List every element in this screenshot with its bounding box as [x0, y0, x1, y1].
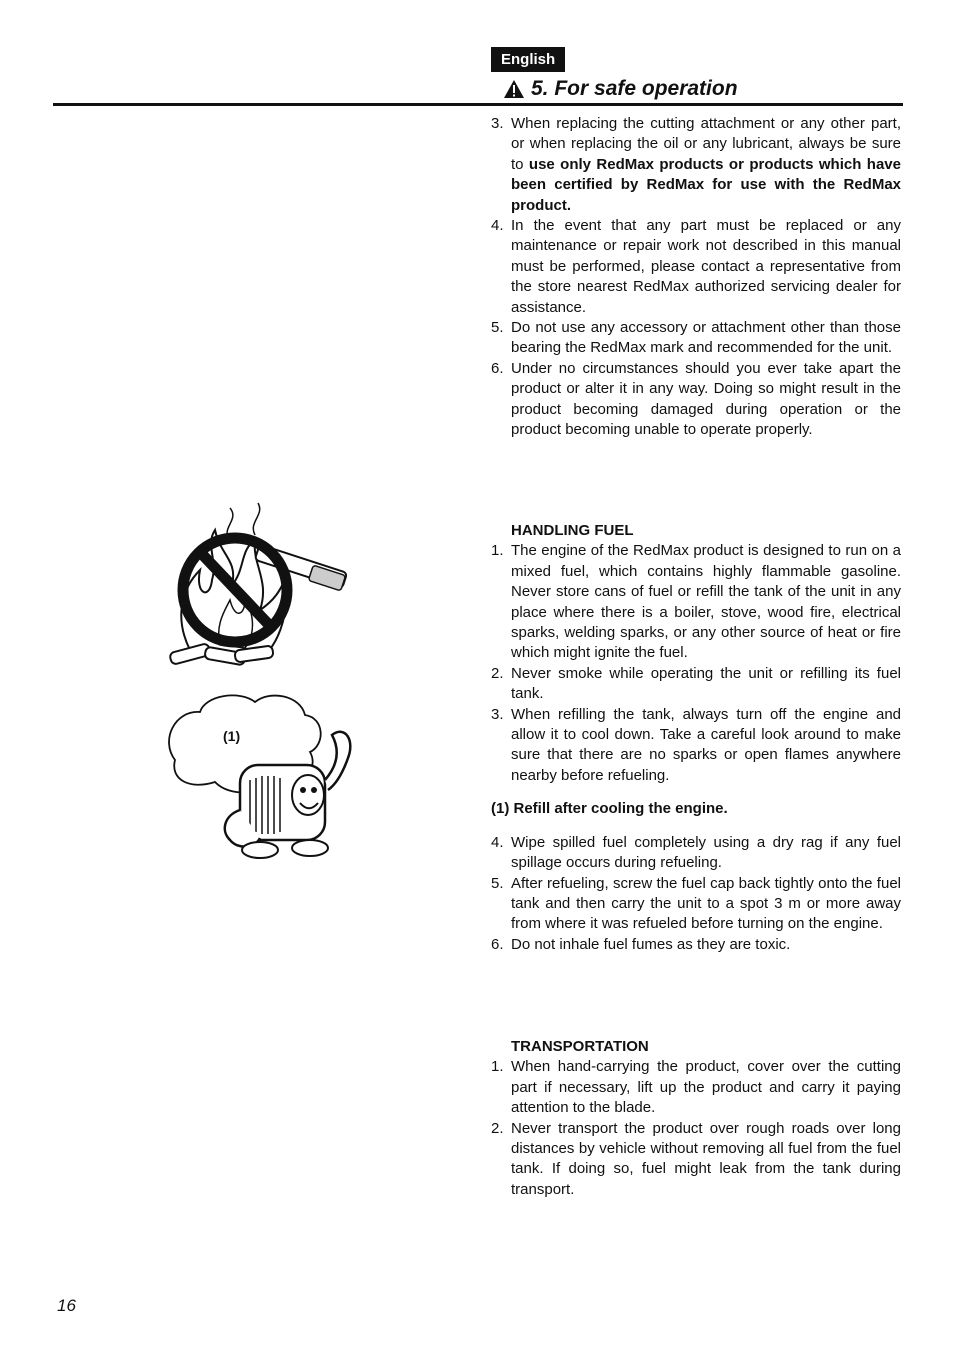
safety-list	[491, 114, 901, 441]
list-item: 4. In the event that any part must be replaced or any maintenance or repair work not described in this manual must be performed, please contact a representative from the store nearest RedMax authorized servicing dealer for assistance.	[491, 217, 901, 316]
list-item: 4. Wipe spilled fuel completely using a dry rag if any fuel spillage occurs during refueling.	[491, 833, 901, 872]
list-item: 3. When refilling the tank, always turn off the engine and allow it to cool down. Take a careful look around to make sure that there are no sparks or open flames anywhere nearby before refueling.	[491, 705, 901, 784]
language-badge: English	[491, 47, 565, 72]
section-heading: TRANSPORTATION	[511, 1038, 649, 1055]
list-item: 5. After refueling, screw the fuel cap back tightly onto the fuel tank and then carry the unit to a spot 3 m or more away from where it was refueled before turning on the engine.	[491, 874, 901, 933]
transportation-section	[491, 1037, 901, 1200]
engine-cooling-illustration	[160, 690, 360, 865]
illustration-label: (1)	[223, 728, 241, 744]
handling-fuel-section	[491, 521, 901, 955]
no-fire-illustration	[160, 500, 355, 675]
section-title-text: 5. For safe operation	[531, 77, 738, 100]
list-item: 6. Under no circumstances should you ever take apart the product or alter it in any way. Doing so might result in the product becoming damaged during operation or the product becoming unable to operate properly.	[491, 359, 901, 439]
list-item: 2. Never transport the product over rough roads over long distances by vehicle without removing all fuel from the fuel tank. If doing so, fuel might leak from the tank during transport.	[491, 1119, 901, 1198]
list-item: 1. The engine of the RedMax product is designed to run on a mixed fuel, which contains highly flammable gasoline. Never store cans of fuel or refill the tank of the unit in any place where there is a boiler, stove, wood fire, electrical sparks, welding sparks, or any other source of heat or fire which might ignite the fuel.	[491, 542, 901, 662]
figure-note: (1) Refill after cooling the engine.	[491, 800, 728, 818]
list-item: 3. When replacing the cutting attachment or any other part, or when replacing the oil or any lubricant, always be sure to use only RedMax products or products which have been certified by RedMax for use with the RedMax product.	[491, 115, 901, 214]
fuel-list-continued	[491, 833, 901, 955]
page-number: 16	[57, 1296, 76, 1315]
list-item: 2. Never smoke while operating the unit or refilling its fuel tank.	[491, 664, 901, 703]
list-item: 6. Do not inhale fuel fumes as they are toxic.	[491, 935, 791, 953]
header-rule	[53, 103, 903, 106]
section-heading: HANDLING FUEL	[511, 522, 634, 539]
warning-icon	[503, 79, 525, 99]
list-item: 5. Do not use any accessory or attachment other than those bearing the RedMax mark and recommended for the unit.	[491, 319, 901, 357]
section-title	[503, 76, 738, 102]
list-item: 1. When hand-carrying the product, cover over the cutting part if necessary, lift up the product and carry it paying attention to the blade.	[491, 1058, 901, 1117]
